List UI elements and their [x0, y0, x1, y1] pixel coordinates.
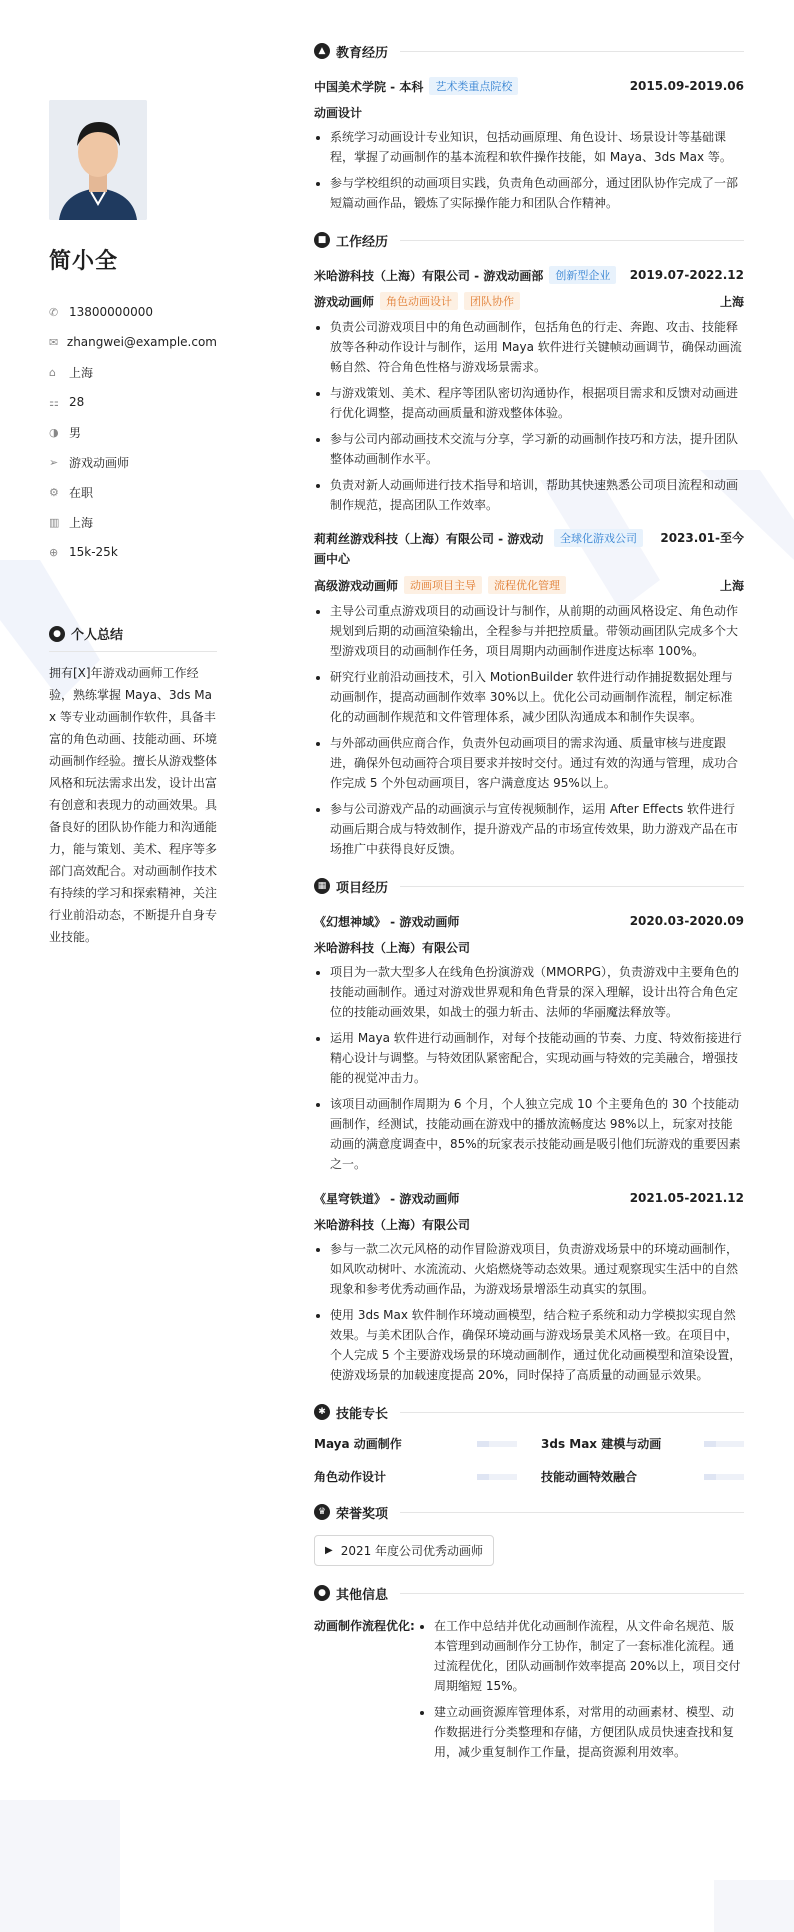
- company-tag: 创新型企业: [549, 266, 616, 284]
- skill-tag: 团队协作: [464, 292, 520, 310]
- job-date: 2019.07-2022.12: [629, 268, 744, 282]
- skill-level-fill: [477, 1441, 489, 1447]
- divider: [400, 1512, 744, 1513]
- play-icon: ▶: [325, 1545, 333, 1556]
- info-phone: ✆ 13800000000: [49, 305, 153, 319]
- list-item: • 研究行业前沿动画技术，引入 MotionBuilder 软件进行动作捕捉数据处理与动画制作，提高动画制作效率 30%以上。优化公司动画制作流程，制定标准化的动画制作规范和文件管理体系，减少团队沟通成本和制作失误率。: [330, 667, 744, 727]
- skill-level-bar: [704, 1474, 744, 1480]
- info-location: ⌂ 上海: [49, 365, 94, 380]
- avatar: [49, 100, 147, 220]
- divider: [400, 51, 744, 52]
- job-city: 上海: [719, 578, 744, 593]
- project-company: 米哈游科技（上海）有限公司: [314, 1218, 471, 1232]
- job-entry: [314, 529, 744, 859]
- divider: [49, 651, 217, 652]
- project-bullets: [314, 1239, 744, 1385]
- other-info-label: 动画制作流程优化:: [314, 1619, 415, 1633]
- divider: [400, 240, 744, 241]
- company-name: 米哈游科技（上海）有限公司 - 游戏动画部: [314, 268, 544, 283]
- skill-level-fill: [704, 1474, 716, 1480]
- gear-icon: ✱: [314, 1404, 330, 1420]
- salary-icon: ⊕: [49, 545, 59, 559]
- person-icon: ●: [49, 626, 65, 642]
- job-role: 高级游戏动画师: [314, 578, 399, 593]
- email-icon: ✉: [49, 335, 59, 349]
- other-heading: ● 其他信息: [314, 1582, 744, 1604]
- summary-text: 拥有[X]年游戏动画师工作经验，熟练掌握 Maya、3ds Max 等专业动画制作软件，具备丰富的角色动画、技能动画、环境动画制作经验。擅长从游戏整体风格和玩法需求出发，设计出富有创意和表现力的动画效果。具备良好的团队协作能力和沟通能力，能与策划、美术、程序等多部门高效配合。对动画制作技术有持续的学习和探索精神，关注行业前沿动态，不断提升自身专业技能。: [49, 666, 218, 944]
- project-date: 2020.03-2020.09: [629, 914, 744, 928]
- education-entry: [314, 76, 744, 213]
- skills-section: [314, 1401, 744, 1485]
- list-item: • 参与公司内部动画技术交流与分享，学习新的动画制作技巧和方法，提升团队整体动画制作水平。: [330, 429, 744, 469]
- job-role: 游戏动画师: [314, 294, 375, 309]
- profile-sidebar: [49, 100, 217, 567]
- skill-tag: 流程优化管理: [488, 576, 566, 594]
- resume-main: [314, 40, 744, 1784]
- list-item: • 系统学习动画设计专业知识，包括动画原理、角色设计、场景设计等基础课程，掌握了动画制作的基本流程和软件操作技能，如 Maya、3ds Max 等。: [330, 127, 744, 167]
- list-item: • 在工作中总结并优化动画制作流程，从文件命名规范、版本管理到动画制作分工协作，制定了一套标准化流程。通过流程优化，团队动画制作效率提高 20%以上，项目交付周期缩短 15%。: [434, 1616, 744, 1696]
- divider: [400, 1412, 744, 1413]
- grid-icon: ▦: [314, 878, 330, 894]
- list-item: • 运用 Maya 软件进行动画制作，对每个技能动画的节奏、力度、特效衔接进行精心设计与调整。与特效团队紧密配合，实现动画与特效的完美融合，增强技能的视觉冲击力。: [330, 1028, 744, 1088]
- project-company: 米哈游科技（上海）有限公司: [314, 941, 471, 955]
- info-icon: ●: [314, 1585, 330, 1601]
- job-bullets: [314, 601, 744, 859]
- job-date: 2023.01-至今: [660, 531, 744, 545]
- major: 动画设计: [314, 106, 363, 120]
- project-entry: [314, 1188, 744, 1385]
- gender-icon: ◑: [49, 425, 59, 439]
- skill-tag: 角色动画设计: [380, 292, 458, 310]
- education-section: [314, 40, 744, 213]
- list-item: • 参与公司游戏产品的动画演示与宣传视频制作，运用 After Effects 软件进行动画后期合成与特效制作，提升游戏产品的市场宣传效果，助力游戏产品在市场推广中获得良好反馈。: [330, 799, 744, 859]
- divider: [400, 1593, 744, 1594]
- skill-level-bar: [477, 1474, 517, 1480]
- graduation-cap-icon: ▲: [314, 43, 330, 59]
- skill-level-bar: [704, 1441, 744, 1447]
- awards-heading: ♛ 荣誉奖项: [314, 1501, 744, 1523]
- education-date: 2015.09-2019.06: [629, 79, 744, 93]
- list-item: • 与游戏策划、美术、程序等团队密切沟通协作，根据项目需求和反馈对动画进行优化调整，提高动画质量和游戏整体体验。: [330, 383, 744, 423]
- projects-section: [314, 875, 744, 1385]
- divider: [400, 886, 744, 887]
- project-date: 2021.05-2021.12: [629, 1191, 744, 1205]
- list-item: • 参与学校组织的动画项目实践，负责角色动画部分，通过团队协作完成了一部短篇动画作品，锻炼了实际操作能力和团队合作精神。: [330, 173, 744, 213]
- skill-level-fill: [704, 1441, 716, 1447]
- personal-summary-section: [49, 624, 217, 948]
- list-item: • 该项目动画制作周期为 6 个月，个人独立完成 10 个主要角色的 30 个技能动画制作，经测试，技能动画在游戏中的播放流畅度达 98%以上，玩家对技能动画的满意度调查中，85%的玩家表示技能动画是吸引他们玩游戏的重要因素之一。: [330, 1094, 744, 1174]
- briefcase-icon: ■: [314, 232, 330, 248]
- list-item: • 负责对新人动画师进行技术指导和培训，帮助其快速熟悉公司项目流程和动画制作规范，提高团队工作效率。: [330, 475, 744, 515]
- school-name: 中国美术学院 - 本科: [314, 79, 424, 94]
- skills-heading: ✱ 技能专长: [314, 1401, 744, 1423]
- education-heading: ▲ 教育经历: [314, 40, 744, 62]
- phone-icon: ✆: [49, 305, 59, 319]
- project-bullets: [314, 962, 744, 1174]
- project-name: 《星穹铁道》 - 游戏动画师: [314, 1191, 460, 1206]
- skill-tag: 动画项目主导: [404, 576, 482, 594]
- projects-heading: ▦ 项目经历: [314, 875, 744, 897]
- trophy-icon: ♛: [314, 1504, 330, 1520]
- city-icon: ▥: [49, 515, 60, 529]
- job-city: 上海: [719, 294, 744, 309]
- work-heading: ■ 工作经历: [314, 229, 744, 251]
- info-gender: ◑ 男: [49, 425, 82, 440]
- education-bullets: [314, 127, 744, 213]
- skill-level-fill: [477, 1474, 489, 1480]
- list-item: • 主导公司重点游戏项目的动画设计与制作，从前期的动画风格设定、角色动作规划到后期的动画渲染输出，全程参与并把控质量。带领动画团队完成多个大型游戏项目的动画制作任务，项目周期内动画制作进度达标率 100%。: [330, 601, 744, 661]
- home-icon: ⌂: [49, 365, 56, 379]
- skill-item: Maya 动画制作: [314, 1435, 517, 1452]
- awards-section: [314, 1501, 744, 1566]
- age-icon: ⚏: [49, 395, 59, 409]
- status-icon: ⚙: [49, 485, 59, 499]
- info-salary: ⊕ 15k-25k: [49, 545, 118, 559]
- school-tag: 艺术类重点院校: [429, 77, 518, 95]
- other-info-entry: [314, 1616, 744, 1768]
- info-city: ▥ 上海: [49, 515, 94, 530]
- info-email[interactable]: ✉ zhangwei@example.com: [49, 335, 217, 349]
- list-item: • 项目为一款大型多人在线角色扮演游戏（MMORPG），负责游戏中主要角色的技能动画制作。通过对游戏世界观和角色背景的深入理解，设计出符合角色定位的技能动画效果，如战士的强力斩击、法师的华丽魔法释放等。: [330, 962, 744, 1022]
- info-age: ⚏ 28: [49, 395, 85, 409]
- skill-level-bar: [477, 1441, 517, 1447]
- list-item: • 参与一款二次元风格的动作冒险游戏项目，负责游戏场景中的环境动画制作，如风吹动树叶、水流流动、火焰燃烧等动态效果。通过观察现实生活中的自然现象和参考优秀动画作品，为游戏场景增添生动真实的氛围。: [330, 1239, 744, 1299]
- work-section: [314, 229, 744, 859]
- company-name: 莉莉丝游戏科技（上海）有限公司 - 游戏动画中心: [314, 532, 544, 566]
- info-target-position: ➢ 游戏动画师: [49, 455, 130, 470]
- list-item: • 使用 3ds Max 软件制作环境动画模型，结合粒子系统和动力学模拟实现自然效果。与美术团队合作，确保环境动画与游戏场景美术风格一致。在项目中，个人完成 5 个主要游戏场景的环境动画制作，通过优化动画模型和渲染设置，使游戏场景的加载速度提高 20%，同时保持了高质量的动画显示效果。: [330, 1305, 744, 1385]
- info-status: ⚙ 在职: [49, 485, 94, 500]
- project-name: 《幻想神域》 - 游戏动画师: [314, 914, 460, 929]
- list-item: • 建立动画资源库管理体系，对常用的动画素材、模型、动作数据进行分类整理和存储，方便团队成员快速查找和复用，减少重复制作工作量，提高资源利用效率。: [434, 1702, 744, 1762]
- skill-item: 技能动画特效融合: [541, 1468, 744, 1485]
- other-bullets: [418, 1616, 744, 1768]
- skill-item: 3ds Max 建模与动画: [541, 1435, 744, 1452]
- job-bullets: [314, 317, 744, 515]
- summary-heading: ● 个人总结: [49, 624, 217, 643]
- project-entry: [314, 911, 744, 1174]
- other-info-section: [314, 1582, 744, 1768]
- skill-item: 角色动作设计: [314, 1468, 517, 1485]
- company-tag: 全球化游戏公司: [554, 529, 643, 547]
- job-entry: [314, 265, 744, 515]
- award-item: ▶ 2021 年度公司优秀动画师: [314, 1535, 494, 1566]
- list-item: • 与外部动画供应商合作，负责外包动画项目的需求沟通、质量审核与进度跟进，确保外包动画符合项目要求并按时交付。通过有效的沟通与管理，成功合作完成 5 个外包动画项目，客户满意度达 95%以上。: [330, 733, 744, 793]
- list-item: • 负责公司游戏项目中的角色动画制作，包括角色的行走、奔跑、攻击、技能释放等各种动作设计与制作，运用 Maya 软件进行关键帧动画调节，确保动画流畅自然、符合角色性格与游戏场景需求。: [330, 317, 744, 377]
- contact-info-list: [49, 297, 217, 567]
- candidate-name: 简小全: [49, 249, 119, 274]
- target-position-icon: ➢: [49, 455, 59, 469]
- skill-grid: [314, 1435, 744, 1485]
